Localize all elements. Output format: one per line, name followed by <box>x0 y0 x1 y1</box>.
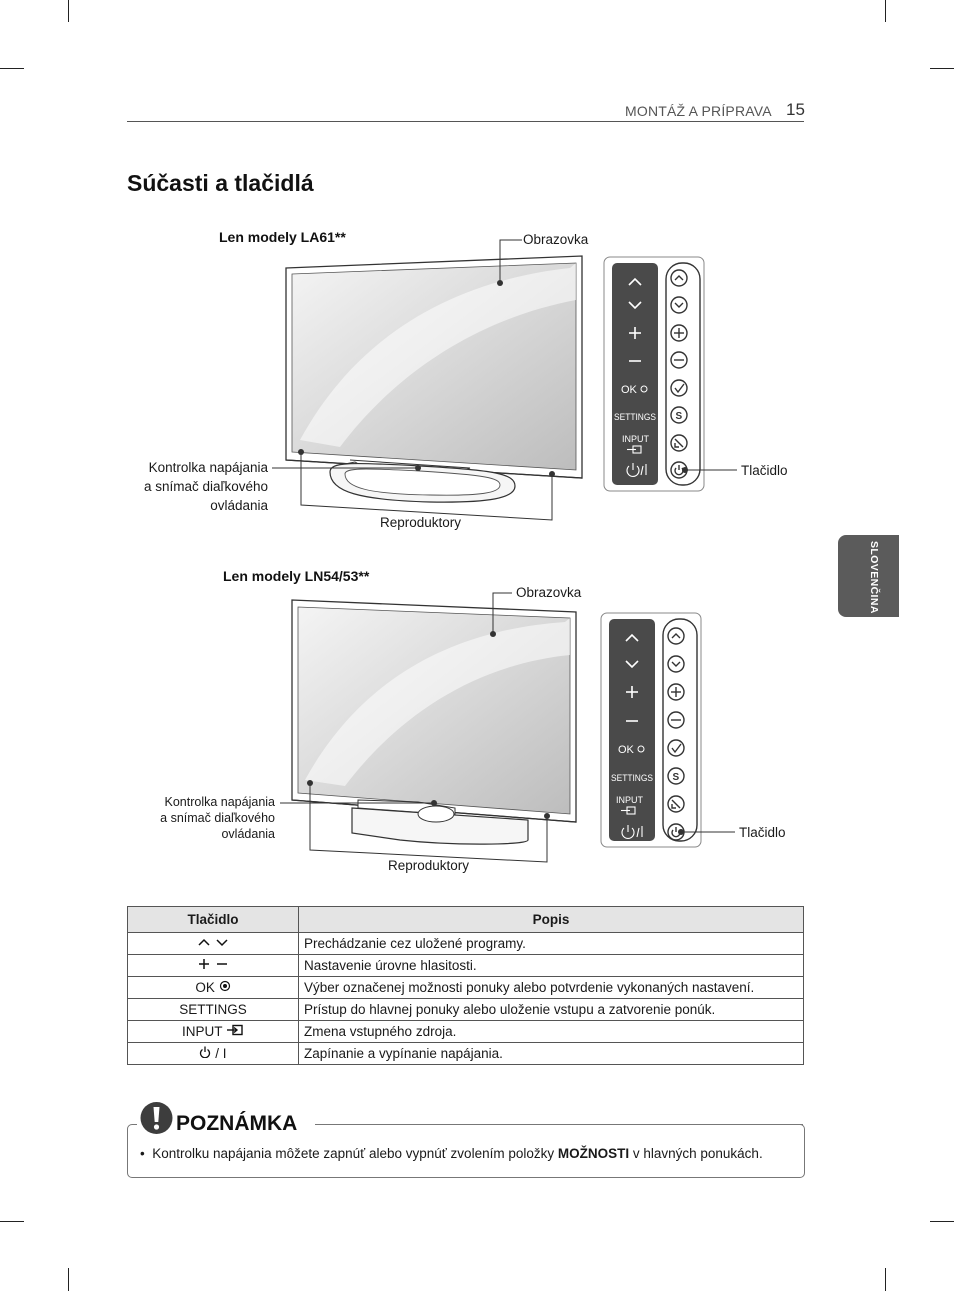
figure-1-button-label: Tlačidlo <box>741 463 788 478</box>
table-cell-button <box>128 977 299 999</box>
running-header-section: MONTÁŽ A PRÍPRAVA <box>625 103 772 119</box>
panel-left-glyphs <box>629 279 641 361</box>
panel-round-buttons <box>668 628 684 840</box>
table-cell-description: Prechádzanie cez uložené programy. <box>299 933 804 955</box>
panel-round-buttons <box>671 270 687 478</box>
exclamation-icon <box>140 1101 173 1135</box>
panel-input-label: INPUT <box>622 434 649 444</box>
svg-text:S: S <box>672 772 680 783</box>
figure-1-indicator-label <box>120 458 268 515</box>
figure-1-screen-label: Obrazovka <box>523 232 589 247</box>
indicator-label-line: ovládania <box>210 498 268 513</box>
note-heading-rule <box>316 1124 803 1125</box>
indicator-label-line: ovládania <box>221 827 275 841</box>
table-row <box>128 1043 804 1065</box>
language-tab-label: SLOVENČINA <box>868 541 880 614</box>
crop-mark <box>0 1221 24 1222</box>
panel-settings-label: SETTINGS <box>614 412 656 422</box>
up-down-arrows-icon <box>196 936 230 948</box>
button-name: INPUT <box>181 1024 223 1039</box>
svg-text:S: S <box>675 411 683 422</box>
table-cell-button <box>128 933 299 955</box>
table-row <box>128 977 804 999</box>
control-panel-1 <box>604 257 704 491</box>
button-name: OK <box>195 980 215 995</box>
panel-ok-label: OK <box>621 384 637 396</box>
page-number: 15 <box>786 100 805 119</box>
power-icon <box>199 1046 211 1058</box>
table-header-row <box>128 907 804 933</box>
figure-2-speakers-label: Reproduktory <box>388 858 470 873</box>
crop-mark <box>930 1221 954 1222</box>
figure-2-screen-label: Obrazovka <box>516 585 582 600</box>
table-cell-description: Zmena vstupného zdroja. <box>299 1021 804 1043</box>
panel-left-glyphs <box>626 635 638 721</box>
input-icon <box>226 1024 244 1036</box>
figure-2-model-label: Len modely LN54/53** <box>223 568 370 584</box>
note-text <box>140 1146 763 1161</box>
note-text-bold: MOŽNOSTI <box>557 1146 630 1161</box>
table-cell-description: Nastavenie úrovne hlasitosti. <box>299 955 804 977</box>
control-panel-2 <box>601 613 701 847</box>
page-title: Súčasti a tlačidlá <box>127 170 314 196</box>
figure-2-button-label: Tlačidlo <box>739 825 786 840</box>
table-header-description: Popis <box>299 907 804 933</box>
table-cell-button <box>128 955 299 977</box>
note-title: POZNÁMKA <box>176 1112 298 1135</box>
table-cell-button <box>128 1043 299 1065</box>
plus-minus-icon <box>196 958 230 970</box>
table-cell-description: Zapínanie a vypínanie napájania. <box>299 1043 804 1065</box>
table-row <box>128 999 804 1021</box>
figure-1-model-label: Len modely LA61** <box>219 229 346 245</box>
button-name: SETTINGS <box>179 1002 247 1017</box>
note-text-after: v hlavných ponukách. <box>629 1146 763 1161</box>
crop-mark <box>885 1268 886 1291</box>
table-header-button: Tlačidlo <box>128 907 299 933</box>
buttons-table <box>127 906 804 1065</box>
table-cell-button <box>128 999 299 1021</box>
table-cell-description: Výber označenej možnosti ponuky alebo potvrdenie vykonaných nastavení. <box>299 977 804 999</box>
ok-target-icon <box>219 980 231 992</box>
figure-2-indicator-label <box>130 794 275 842</box>
bullet: • <box>140 1146 153 1161</box>
table-row <box>128 933 804 955</box>
panel-settings-label: SETTINGS <box>611 773 653 783</box>
panel-input-label: INPUT <box>616 795 643 805</box>
indicator-label-line: a snímač diaľkového <box>143 479 268 494</box>
indicator-label-line: Kontrolka napájania <box>164 795 275 809</box>
crop-mark <box>68 1268 69 1291</box>
figure-1-speakers-label: Reproduktory <box>380 515 462 530</box>
table-row <box>128 1021 804 1043</box>
button-name: / I <box>215 1046 227 1061</box>
indicator-label-line: Kontrolka napájania <box>148 460 268 475</box>
note-text-before: Kontrolku napájania môžete zapnúť alebo vypnúť zvolením položky <box>152 1146 558 1161</box>
table-cell-button <box>128 1021 299 1043</box>
indicator-label-line: a snímač diaľkového <box>160 811 275 825</box>
table-cell-description: Prístup do hlavnej ponuky alebo uloženie vstupu a zatvorenie ponúk. <box>299 999 804 1021</box>
table-row <box>128 955 804 977</box>
panel-ok-label: OK <box>618 744 634 756</box>
